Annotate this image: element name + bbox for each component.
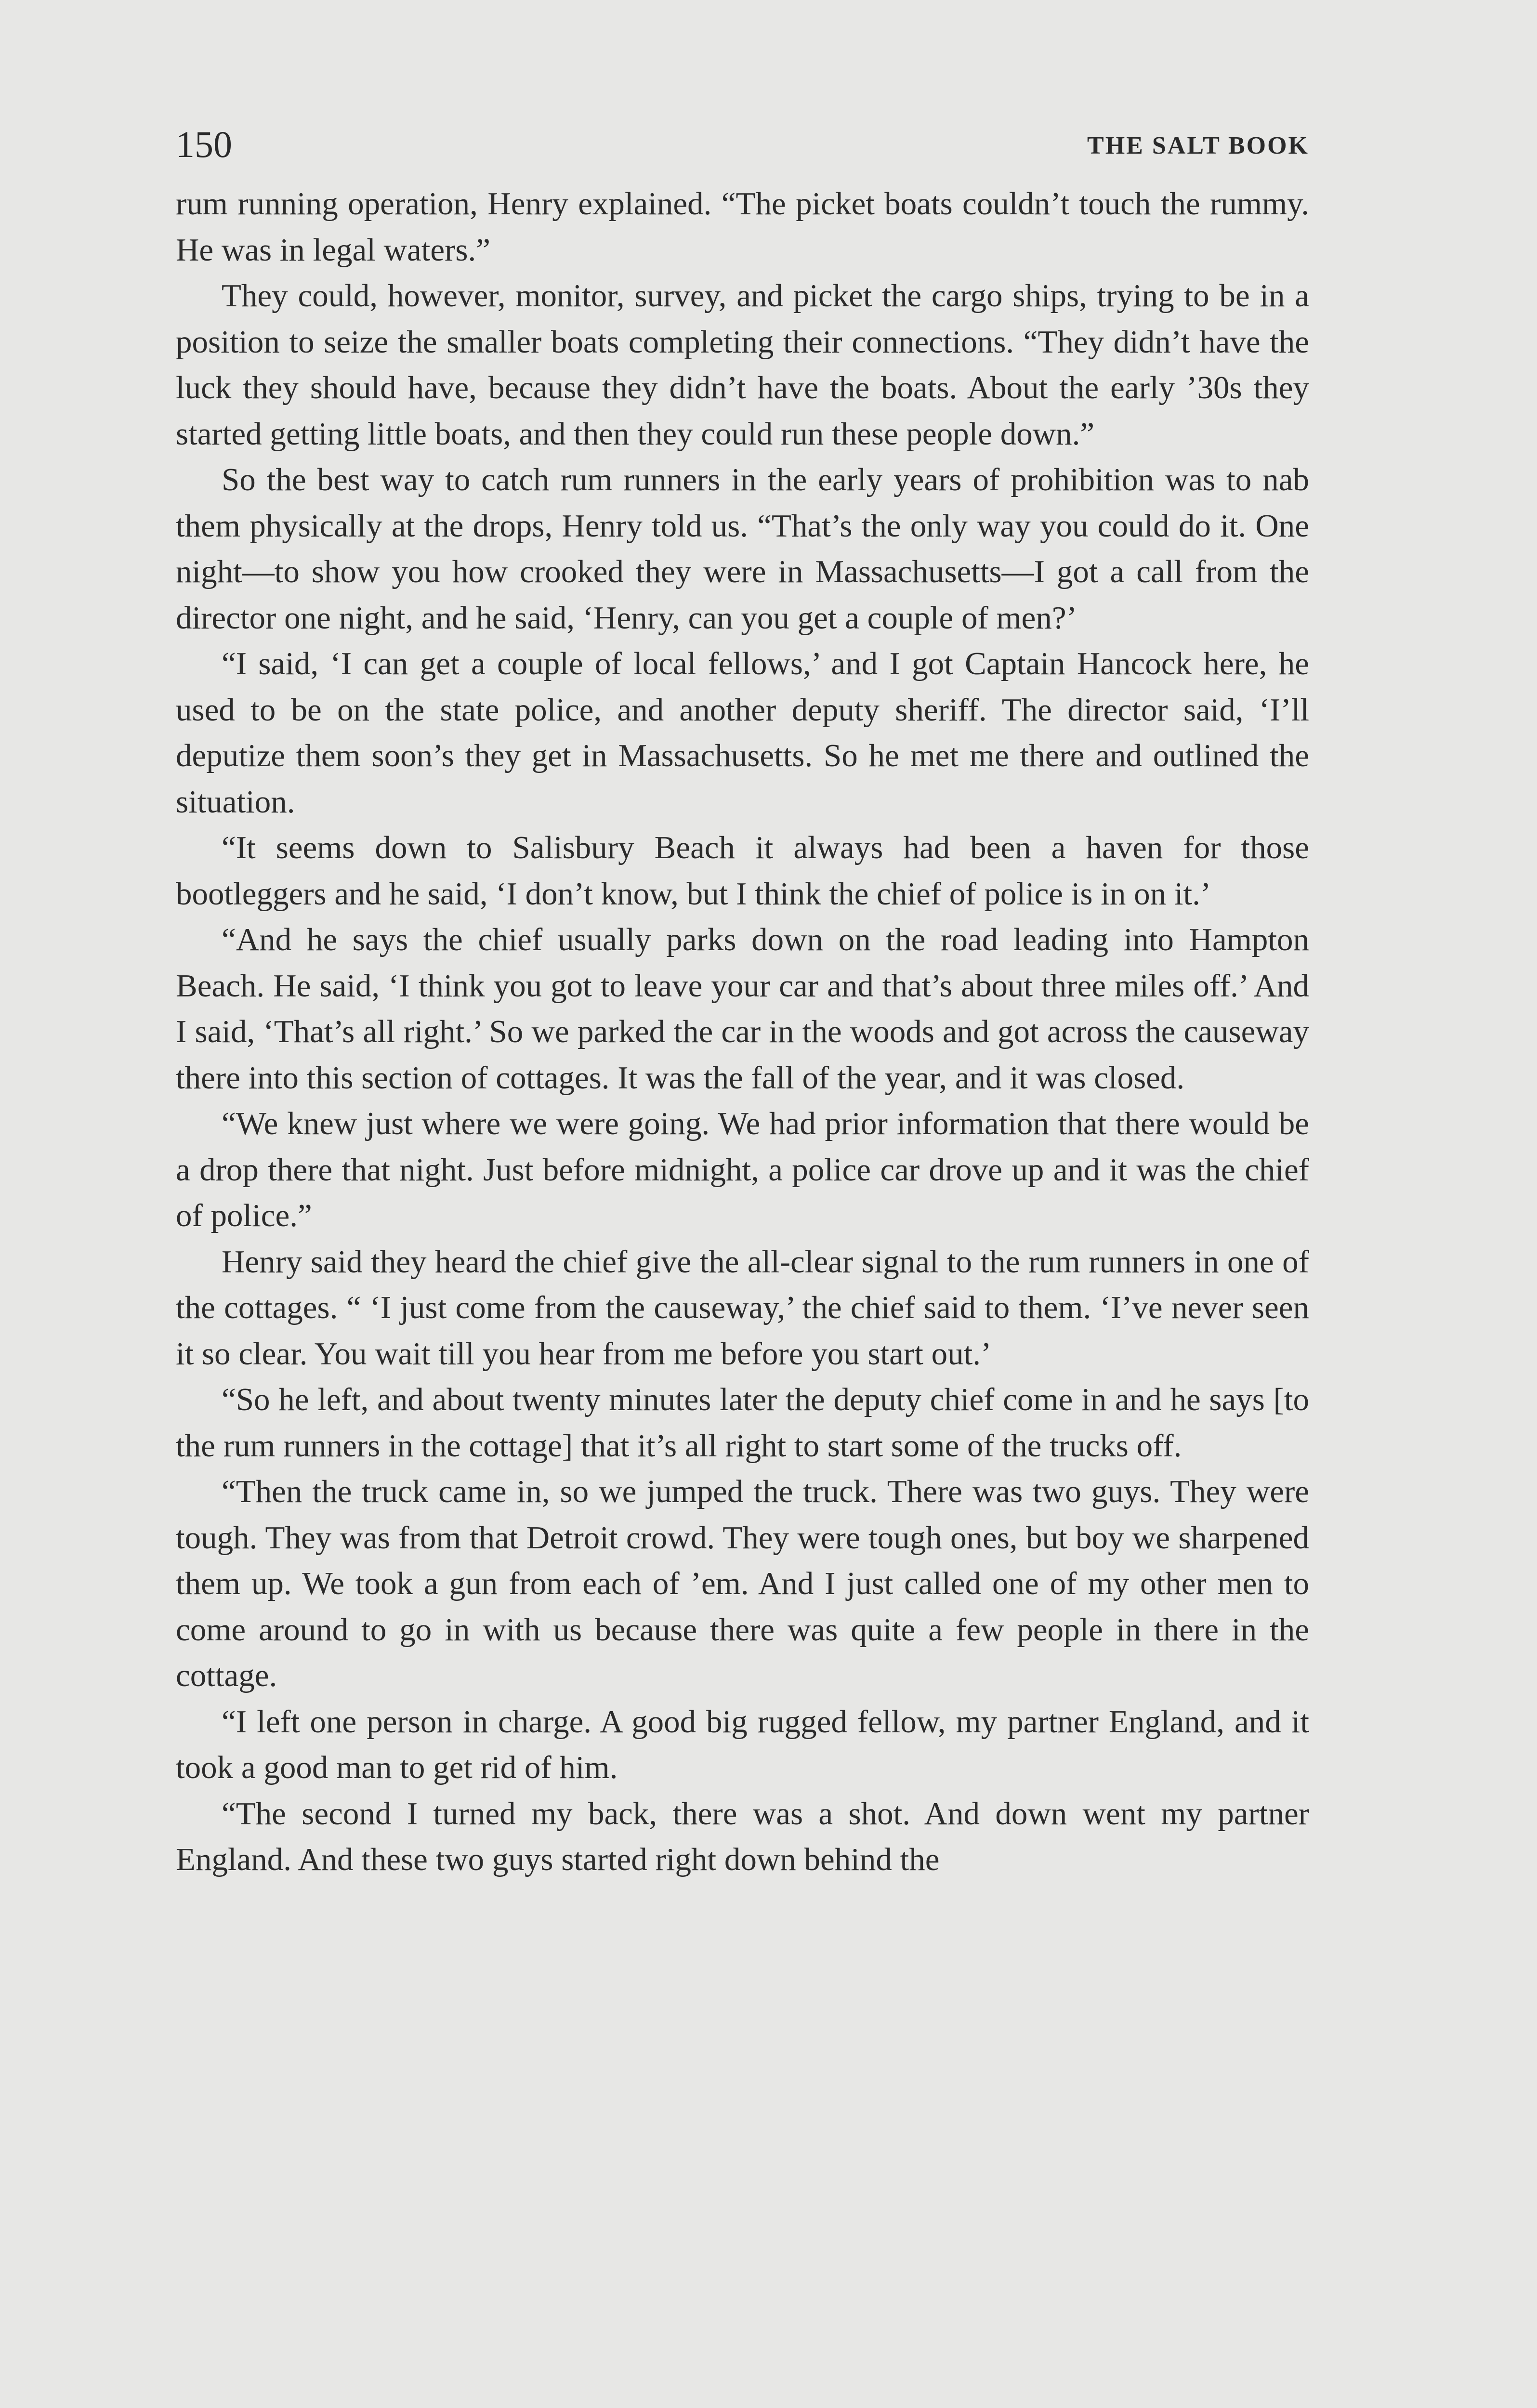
- paragraph: “Then the truck came in, so we jumped the truck. There was two guys. They were tough. They was from that Detroit crowd. They were tough ones, but boy we sharpened them up. We took a gun from each of ’em. And I just called one of my other men to come around to go in with us because there was quite a few people in there in the cottage.: [176, 1474, 1309, 1693]
- paragraph: “The second I turned my back, there was a shot. And down went my partner England. And these two guys started right down behind the: [176, 1795, 1309, 1877]
- paragraph: “We knew just where we were going. We had prior information that there would be a drop there that night. Just before midnight, a police car drove up and it was the chief of police.”: [176, 1106, 1309, 1233]
- page-number: 150: [176, 123, 232, 165]
- page-header: [176, 118, 1309, 171]
- running-head: THE SALT BOOK: [1087, 132, 1309, 159]
- body-text: [176, 181, 1309, 1883]
- paragraph: “I left one person in charge. A good big rugged fellow, my partner England, and it took a good man to get rid of him.: [176, 1703, 1309, 1785]
- paragraph: So the best way to catch rum runners in the early years of prohibition was to nab them physically at the drops, Henry told us. “That’s the only way you could do it. One night—to show you how crooked they were in Massachusetts—I got a call from the director one night, and he said, ‘Henry, can you get a couple of men?’: [176, 462, 1309, 636]
- paragraph: “And he says the chief usually parks down on the road leading into Hampton Beach. He said, ‘I think you got to leave your car and that’s about three miles off.’ And I said, ‘That’s all right.’ So we parked the car in the woods and got across the causeway there into this section of cottages. It was the fall of the year, and it was closed.: [176, 922, 1309, 1096]
- paragraph: “So he left, and about twenty minutes later the deputy chief come in and he says [to the rum runners in the cottage] that it’s all right to start some of the trucks off.: [176, 1382, 1309, 1464]
- paragraph: They could, however, monitor, survey, and picket the cargo ships, trying to be in a position to seize the smaller boats completing their connections. “They didn’t have the luck they should have, because they didn’t have the boats. About the early ’30s they started getting little boats, and then they could run these people down.”: [176, 278, 1309, 452]
- paragraph: “It seems down to Salisbury Beach it always had been a haven for those bootleggers and he said, ‘I don’t know, but I think the chief of police is in on it.’: [176, 830, 1309, 912]
- paragraph: rum running operation, Henry explained. “The picket boats couldn’t touch the rummy. He was in legal waters.”: [176, 186, 1309, 268]
- paragraph: Henry said they heard the chief give the all-clear signal to the rum runners in one of the cottages. “ ‘I just come from the causeway,’ the chief said to them. ‘I’ve never seen it so clear. You wait till you hear from me before you start out.’: [176, 1243, 1309, 1372]
- paragraph: “I said, ‘I can get a couple of local fellows,’ and I got Captain Hancock here, he used to be on the state police, and another deputy sheriff. The director said, ‘I’ll deputize them soon’s they get in Massachusetts. So he met me there and outlined the situation.: [176, 646, 1309, 820]
